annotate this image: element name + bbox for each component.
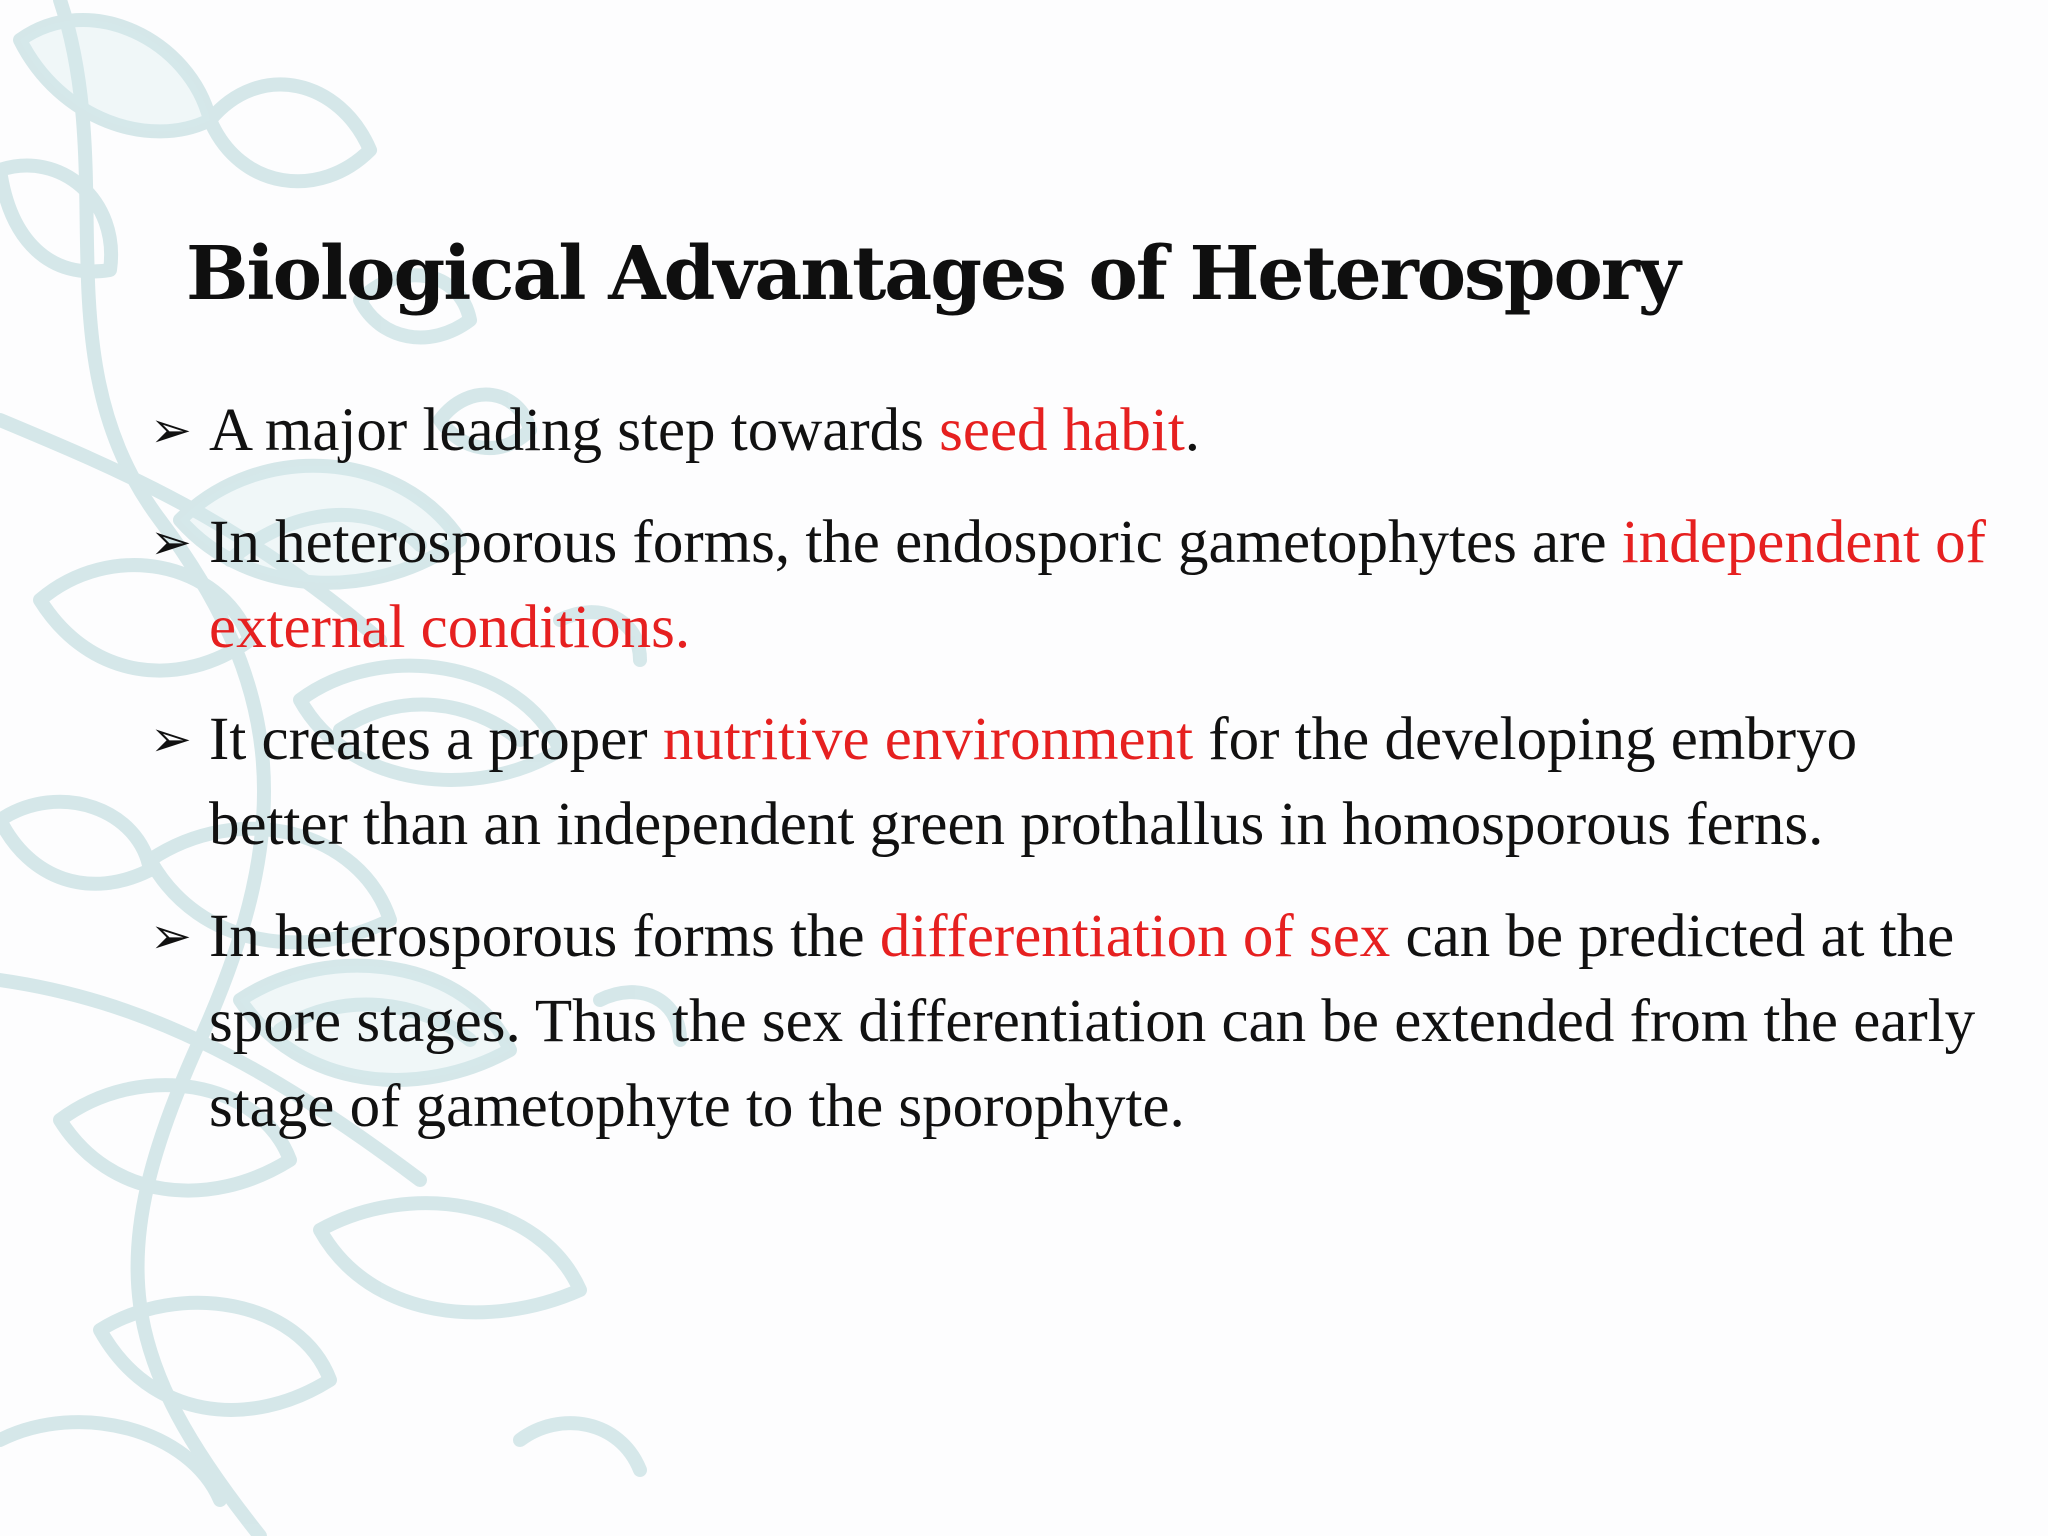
highlighted-phrase: seed habit — [939, 397, 1185, 464]
highlighted-phrase: nutritive environment — [662, 706, 1194, 773]
bullet-text — [209, 388, 2000, 473]
arrow-bullet-icon: ➢ — [150, 513, 192, 571]
bullet-segment: A major leading step towards — [209, 397, 940, 464]
arrow-bullet-icon: ➢ — [150, 710, 192, 768]
bullet-segment: . — [1184, 397, 1201, 464]
bullet-text — [209, 894, 2000, 1149]
bullet-item — [150, 697, 2000, 867]
bullet-text — [209, 500, 2000, 670]
arrow-bullet-icon: ➢ — [150, 401, 192, 459]
bullet-text — [209, 697, 2000, 867]
bullet-segment: It creates a proper — [209, 706, 663, 773]
slide-title: Biological Advantages of Heterospory — [186, 231, 1679, 317]
bullet-segment: In heterosporous forms, the endosporic gametophytes are — [209, 509, 1622, 576]
bullet-segment: can be predicted at the spore stages. Thus the sex differentiation can be extended from the early stage of gametophyte to the sporophyte. — [209, 903, 1976, 1140]
highlighted-phrase: independent of external conditions. — [209, 509, 1986, 661]
bullet-segment: In heterosporous forms the — [209, 903, 880, 970]
bullet-item — [150, 388, 2000, 473]
bullet-item — [150, 500, 2000, 670]
bullet-list — [150, 388, 2000, 1176]
bullet-segment: for the developing embryo better than an independent green prothallus in homosporous ferns. — [209, 706, 1858, 858]
highlighted-phrase: differentiation of sex — [879, 903, 1391, 970]
arrow-bullet-icon: ➢ — [150, 907, 192, 965]
bullet-item — [150, 894, 2000, 1149]
